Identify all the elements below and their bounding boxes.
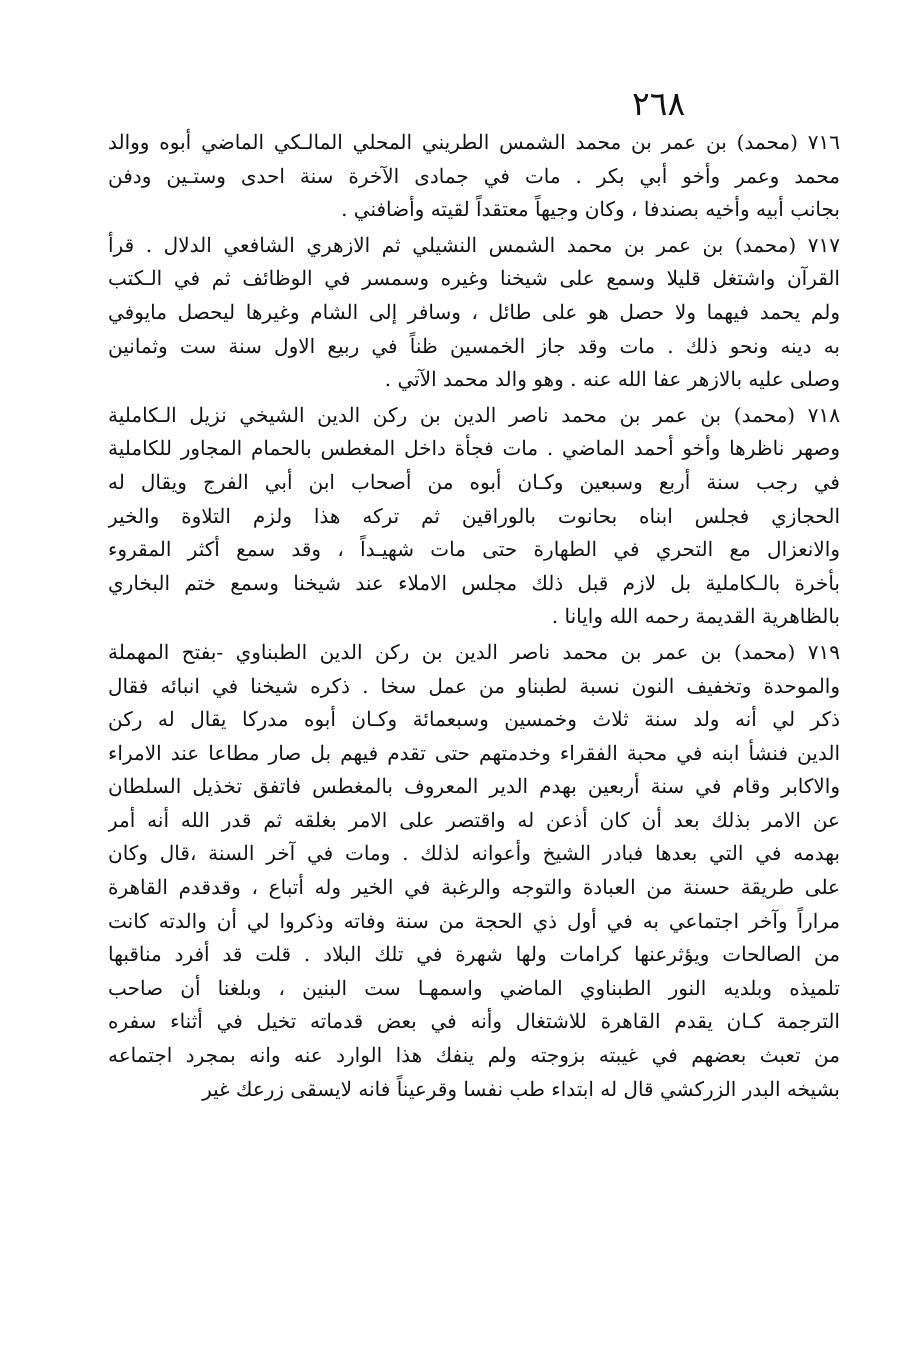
- text-line: ٧١٧ (محمد) بن عمر بن محمد الشمس النشيلي ثم الازهري الشافعي الدلال . قرأ: [108, 232, 840, 257]
- text-line: مراراً وآخر اجتماعي به في أول ذي الحجة من سنة وفاته وذكروا لي أن والدته كانت: [108, 908, 840, 933]
- text-line: من الصالحات ويؤثرعنها كرامات ولها شهرة في تلك البلاد . قلت قد أفرد مناقبها: [108, 942, 840, 967]
- text-line: من تعبث بعضهم في غيبته بزوجته ولم ينفك هذا الوارد عنه وانه بمجرد اجتماعه: [108, 1043, 840, 1068]
- text-line: على طريقة حسنة من العبادة والتوجه والرغبة في الخير وله أتباع ، وقدقدم القاهرة: [108, 875, 840, 900]
- text-line: ٧١٨ (محمد) بن عمر بن محمد ناصر الدين بن ركن الدين الشيخي نزيل الـكاملية: [108, 402, 840, 427]
- text-line: تلميذه وبلديه النور الطبناوي الماضي واسمهـا ست البنين ، وبلغنا أن صاحب: [108, 975, 840, 1000]
- text-line: ذكر لي أنه ولد سنة ثلاث وخمسين وسبعمائة وكـان أبوه مدركا يقال له ركن: [108, 707, 840, 732]
- text-line: بهدمه في التي بعدها فبادر الشيخ وأعوانه لذلك . ومات في آخر السنة ،قال وكان: [108, 841, 840, 866]
- text-line: ولم يحمد فيهما ولا حصل هو على طائل ، وسافر إلى الشام وغيرها ليحصل مايوفي: [108, 299, 840, 324]
- text-line: به دينه ونحو ذلك . مات وقد جاز الخمسين ظناً في ربيع الاول سنة ست وثمانين: [108, 333, 840, 358]
- biography-entry: [108, 636, 840, 1106]
- text-line: والموحدة وتخفيف النون نسبة لطبناو من عمل سخا . ذكره شيخنا في انبائه فقال: [108, 673, 840, 698]
- text-line: ٧١٩ (محمد) بن عمر بن محمد ناصر الدين بن ركن الدين الطبناوي -بفتح المهملة: [108, 639, 840, 664]
- biography-entry: [108, 399, 840, 634]
- biography-entry: [108, 126, 840, 227]
- text-line: بأخرة بالـكاملية بل لازم قبل ذلك مجلس الاملاء عند شيخنا وسمع ختم البخاري: [108, 570, 840, 595]
- text-line: وصهر ناظرها وأخو أحمد الماضي . مات فجأة داخل المغطس بالحمام المجاور للكاملية: [108, 436, 840, 461]
- text-body: [108, 126, 840, 1108]
- text-line: ٧١٦ (محمد) بن عمر بن محمد الشمس الطريني المحلي المالـكي الماضي أبوه ووالد: [108, 130, 840, 154]
- text-line: بشيخه البدر الزركشي قال له ابتداء طب نفسا وقرعيناً فانه لايسقى زرعك غير: [202, 1076, 840, 1101]
- text-line: بجانب أبيه وأخيه بصندفا ، وكان وجيهاً معتقداً لقيته وأضافني .: [341, 197, 840, 222]
- text-line: والانعزال مع التحري في الطهارة حتى مات شهيـداً ، وقد سمع أكثر المقروء: [108, 537, 840, 562]
- biography-entry: [108, 229, 840, 397]
- text-line: بالظاهرية القديمة رحمه الله وايانا .: [551, 604, 840, 629]
- text-line: الترجمة كـان يقدم القاهرة للاشتغال وأنه في بعض قدماته تخيل في أثناء سفره: [108, 1009, 840, 1034]
- text-line: الدين فنشأ ابنه في محبة الفقراء وخدمتهم حتى تقدم فيهم بل صار مطاعا عند الامراء: [108, 740, 840, 765]
- text-line: عن الامر بذلك بعد أن كان أذعن له واقتصر على الامر بغلقه ثم قدر الله أنه أمر: [108, 807, 840, 832]
- text-line: في رجب سنة أربع وسبعين وكـان أبوه من أصحاب ابن أبي الفرج ويقال له: [108, 469, 840, 494]
- page-number: ٢٦٨: [632, 84, 686, 123]
- text-line: الحجازي فجلس ابناه بحانوت بالوراقين ثم تركه هذا ولزم التلاوة والخير: [108, 503, 840, 528]
- text-line: محمد وعمر وأخو أبي بكر . مات في جمادى الآخرة سنة احدى وستـين ودفن: [108, 163, 840, 188]
- text-line: القرآن واشتغل قليلا وسمع على شيخنا وغيره وسمسر في الوظائف ثم في الـكتب: [108, 266, 840, 291]
- text-line: والاكابر وقام في سنة أربعين بهدم الدير المعروف بالمغطس فاتفق تخذيل السلطان: [108, 774, 840, 799]
- text-line: وصلى عليه بالازهر عفا الله عنه . وهو والد محمد الآتي .: [384, 367, 840, 392]
